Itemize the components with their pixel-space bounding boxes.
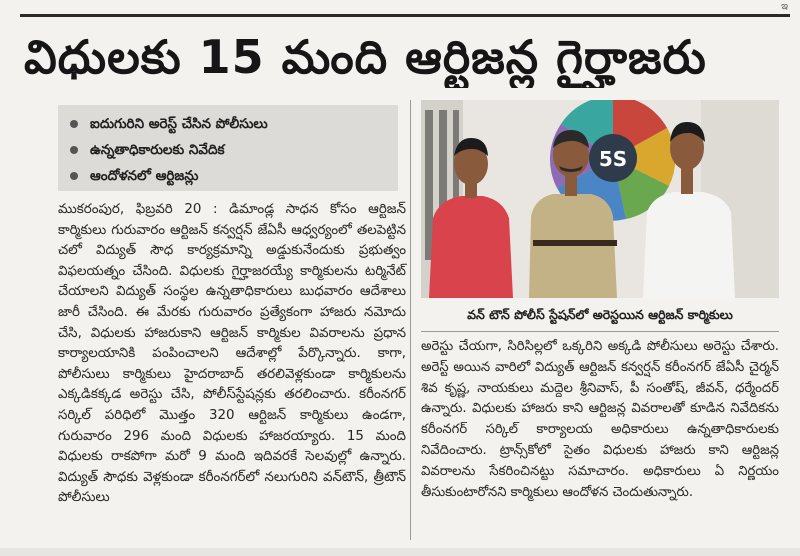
sub-points-box — [58, 105, 398, 191]
sub-point: ఆందోళనలో ఆర్టిజన్లు — [70, 163, 398, 189]
bottom-margin — [0, 548, 800, 556]
bullet-icon — [70, 146, 78, 154]
article-column-right — [421, 337, 779, 503]
headline: విధులకు 15 మంది ఆర్టిజన్ల గైర్హాజరు — [24, 30, 707, 84]
arrested-workers-photo — [421, 100, 779, 298]
sub-point: ఐదుగురిని అరెస్ట్ చేసిన పోలీసులు — [70, 111, 398, 137]
top-divider — [20, 14, 790, 17]
wall-badge: 5S — [598, 147, 628, 171]
sub-point: ఉన్నతాధికారులకు నివేదిక — [70, 137, 398, 163]
photo-caption: వన్ టౌన్ పోలీస్ స్టేషన్‌లో అరెస్టయిన ఆర్టిజన్ కార్మికులు — [467, 307, 733, 322]
caption-divider — [421, 331, 779, 332]
bullet-icon — [70, 172, 78, 180]
bullet-icon — [70, 120, 78, 128]
page-marker: ఇ — [781, 1, 788, 12]
news-photo — [421, 100, 779, 298]
article-text-right: అరెస్టు చేయగా, సిరిసిల్లలో ఒక్కరిని అక్కడి పోలీసులు అరెస్టు చేశారు. అరెస్ట్ అయిన వారిలో విద్యుత్ ఆర్టిజన్ కన్వర్షన్ కరీంనగర్ జేఏసీ చైర్మన్ శివ కృష్ణ, నాయకులు మద్దెల శ్రీనివాస్, పీ సంతోష్, జీవన్, ధర్మేందర్ ఉన్నారు. విధులకు హాజరు కాని ఆర్టిజన్ల వివరాలతో కూడిన నివేదికను కరీంనగర్ సర్కిల్ కార్యాలయ అధికారులు ఉన్నతాధికారులకు నివేదించారు. ట్రాన్స్‌కోలో సైతం విధులకు హాజరు కాని ఆర్టిజన్ల వివరాలను సేకరించినట్టు సమాచారం. అధికారులు ఏ నిర్ణయం తీసుకుంటారోనని కార్మికులు ఆందోళన చెందుతున్నారు. — [421, 339, 779, 500]
article-column-left — [58, 200, 406, 509]
article-text-left: ముకరంపుర, ఫిబ్రవరి 20 : డిమాండ్ల సాధన కోసం ఆర్టిజన్ కార్మికులు గురువారం ఆర్టిజన్ కన్వర్షన్ జేఏసీ ఆధ్వర్యంలో తలపెట్టిన చలో విద్యుత్ సౌధ కార్యక్రమాన్ని అడ్డుకునేందుకు ప్రభుత్వం విఫలయత్నం చేసింది. విధులకు గైర్హాజరయ్యే కార్మికులను టర్మినేట్ చేయాలని విద్యుత్ సంస్థల ఉన్నతాధికారులు బుధవారం ఆదేశాలు జారీ చేసింది. ఈ మేరకు గురువారం ప్రత్యేకంగా హాజరు నమోదు చేసి, విధులకు హాజరుకాని ఆర్టిజన్ కార్మికుల వివరాలను ప్రధాన కార్యాలయానికి పంపించాలని ఆదేశాల్లో పేర్కొన్నారు. కాగా, పోలీసులు కార్మికులు హైదరాబాద్ తరలివెళ్లకుండా కార్మికులను ఎక్కడికక్కడ అరెస్టు చేసి, పోలీస్‌స్టేషన్లకు తరలించారు. కరీంనగర్ సర్కిల్ పరిధిలో మొత్తం 320 ఆర్టిజన్ కార్మికులు ఉండగా, గురువారం 296 మంది విధులకు హాజరయ్యారు. 15 మంది విధులకు రాకపోగా మరో 9 మంది ఇదివరకే సెలవుల్లో ఉన్నారు. విద్యుత్ సౌధకు వెళ్లకుండా కరీంనగర్‌లో నలుగురిని వన్‌టౌన్, త్రీటౌన్ పోలీసులు — [58, 202, 406, 506]
column-divider — [410, 100, 411, 540]
